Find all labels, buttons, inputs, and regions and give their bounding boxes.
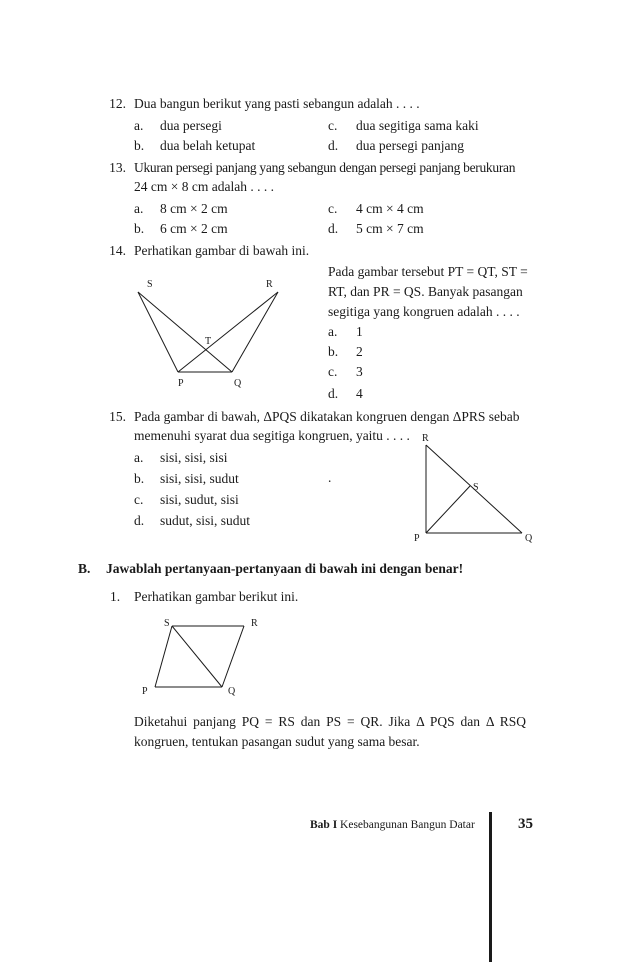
b1-label-r: R: [251, 618, 258, 629]
q14-label-q: Q: [234, 378, 242, 388]
section-b-letter: B.: [78, 561, 91, 576]
q12-option-a-text: dua persegi: [160, 118, 222, 133]
q12-option-b-letter: b.: [134, 138, 145, 153]
b1-label-p: P: [142, 686, 148, 697]
question-13-number: 13.: [109, 160, 126, 175]
question-15-text-line1: Pada gambar di bawah, ΔPQS dikatakan kongruen dengan ΔPRS sebab: [134, 409, 520, 424]
question-14-number: 14.: [109, 243, 126, 258]
q13-option-a-letter: a.: [134, 201, 144, 216]
q12-option-c-letter: c.: [328, 118, 338, 133]
section-b-item1-description-line1: Diketahui panjang PQ = RS dan PS = QR. Jika Δ PQS dan Δ RSQ: [134, 714, 526, 729]
q15-label-q: Q: [525, 533, 533, 544]
q15-option-b-text: sisi, sisi, sudut: [160, 471, 239, 486]
q15-option-a-letter: a.: [134, 450, 144, 465]
question-12-number: 12.: [109, 96, 126, 111]
q14-label-s: S: [147, 279, 153, 290]
q13-option-d-text: 5 cm × 7 cm: [356, 221, 424, 236]
question-13-text-line2: 24 cm × 8 cm adalah . . . .: [134, 179, 274, 194]
footer-chapter-label: Bab I: [310, 819, 338, 831]
b1-label-q: Q: [228, 686, 236, 697]
q14-description-line1: Pada gambar tersebut PT = QT, ST =: [328, 264, 528, 279]
question-14-text: Perhatikan gambar di bawah ini.: [134, 243, 310, 258]
footer-chapter-title: Kesebangunan Bangun Datar: [337, 819, 475, 831]
q13-option-c-letter: c.: [328, 201, 338, 216]
q13-option-d-letter: d.: [328, 221, 339, 236]
q14-label-p: P: [178, 378, 184, 388]
q15-label-r: R: [422, 433, 429, 444]
q14-option-c-text: 3: [356, 364, 363, 379]
q14-label-r: R: [266, 279, 273, 290]
question-15-number: 15.: [109, 409, 126, 424]
q14-option-b-letter: b.: [328, 344, 339, 359]
page-number: 35: [518, 816, 533, 832]
section-b-item1-text: Perhatikan gambar berikut ini.: [134, 589, 299, 604]
q13-option-b-letter: b.: [134, 221, 145, 236]
q13-option-a-text: 8 cm × 2 cm: [160, 201, 228, 216]
q14-option-a-letter: a.: [328, 324, 338, 339]
footer-chapter-info: [310, 818, 475, 832]
q14-option-d-letter: d.: [328, 386, 339, 401]
q15-option-d-letter: d.: [134, 513, 145, 528]
q12-option-d-letter: d.: [328, 138, 339, 153]
q13-option-c-text: 4 cm × 4 cm: [356, 201, 424, 216]
q14-label-t: T: [205, 336, 212, 347]
q15-figure-right-triangle: [412, 430, 542, 545]
q15-option-c-text: sisi, sudut, sisi: [160, 492, 239, 507]
section-b-item1-description-line2: kongruen, tentukan pasangan sudut yang sama besar.: [134, 734, 420, 749]
q14-option-d-text: 4: [356, 386, 363, 401]
q12-option-d-text: dua persegi panjang: [356, 138, 464, 153]
q15-stray-dot: .: [328, 470, 332, 485]
q14-option-b-text: 2: [356, 344, 363, 359]
question-15-text-line2: memenuhi syarat dua segitiga kongruen, yaitu . . . .: [134, 428, 410, 443]
question-13-text-line1: Ukuran persegi panjang yang sebangun dengan persegi panjang berukuran: [134, 160, 516, 175]
q13-option-b-text: 6 cm × 2 cm: [160, 221, 228, 236]
section-b-title: Jawablah pertanyaan-pertanyaan di bawah ini dengan benar!: [106, 561, 464, 576]
q14-figure-crossed-triangles: [130, 276, 300, 388]
footer-vertical-rule: [489, 812, 492, 962]
q12-option-b-text: dua belah ketupat: [160, 138, 256, 153]
section-b-item1-number: 1.: [110, 589, 121, 604]
q15-option-b-letter: b.: [134, 471, 145, 486]
q15-option-c-letter: c.: [134, 492, 144, 507]
question-12-text: Dua bangun berikut yang pasti sebangun adalah . . . .: [134, 96, 420, 111]
q14-option-c-letter: c.: [328, 364, 338, 379]
q14-description-line2: RT, dan PR = QS. Banyak pasangan: [328, 284, 523, 299]
q15-label-p: P: [414, 533, 420, 544]
b1-label-s: S: [164, 618, 170, 629]
q15-option-a-text: sisi, sisi, sisi: [160, 450, 228, 465]
q14-description-line3: segitiga yang kongruen adalah . . . .: [328, 304, 520, 319]
q12-option-a-letter: a.: [134, 118, 144, 133]
q14-option-a-text: 1: [356, 324, 363, 339]
q15-label-s: S: [473, 482, 479, 493]
q12-option-c-text: dua segitiga sama kaki: [356, 118, 479, 133]
q15-option-d-text: sudut, sisi, sudut: [160, 513, 251, 528]
section-b-figure-parallelogram: [138, 614, 268, 700]
